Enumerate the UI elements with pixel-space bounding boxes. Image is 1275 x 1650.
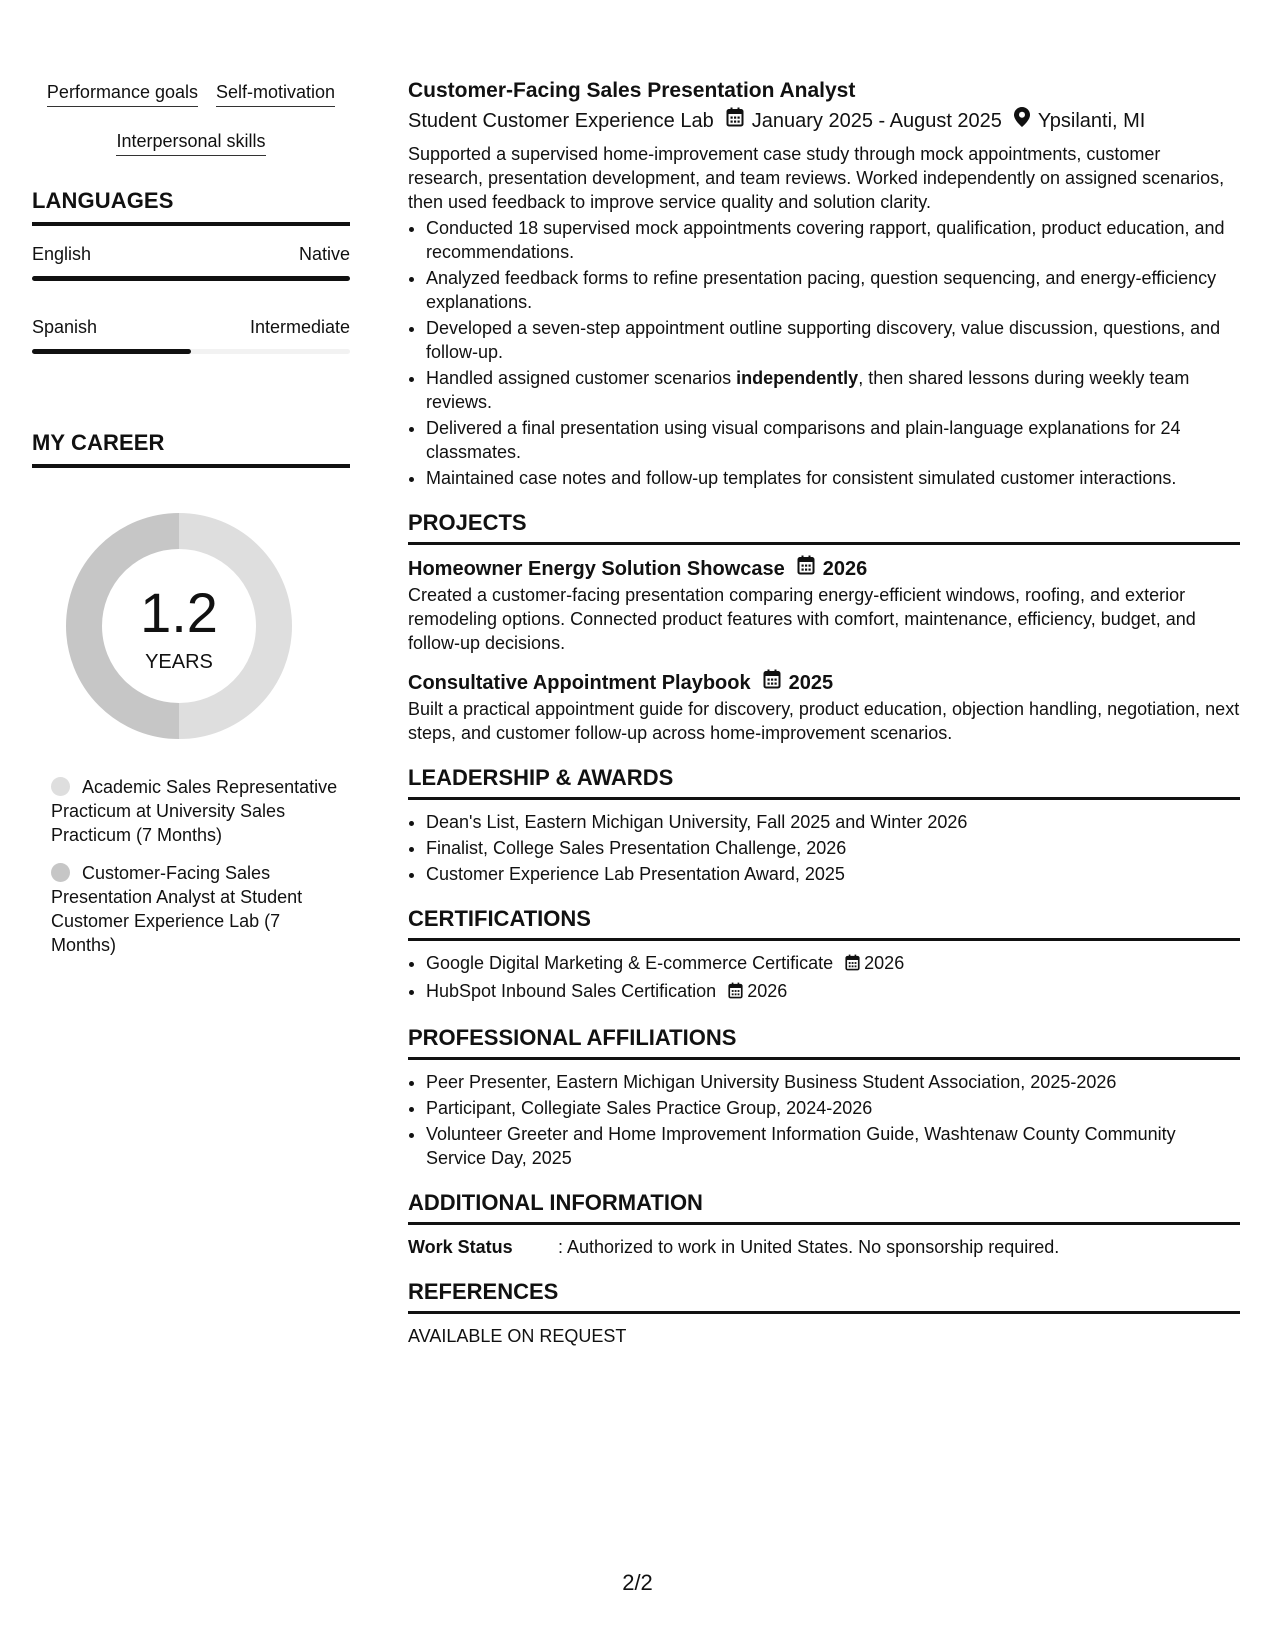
language-level: Native [298, 244, 350, 264]
affiliation-item: • Participant, Collegiate Sales Practice Group, 2024-2026 [426, 1096, 1240, 1120]
language-row [32, 244, 350, 265]
projects-list [408, 555, 1240, 745]
job-bullet: • Developed a seven-step appointment outline supporting discovery, value discussion, questions, and follow-up. [426, 316, 1240, 364]
calendar-icon [763, 669, 781, 697]
career-legend-label: Academic Sales Representative Practicum at University Sales Practicum (7 Months) [51, 777, 338, 845]
languages-heading: LANGUAGES [32, 188, 350, 226]
language-proficiency-bar [32, 276, 350, 281]
calendar-icon [797, 555, 815, 583]
certification-name: Google Digital Marketing & E-commerce Certificate [426, 953, 834, 973]
certifications-list [408, 951, 1240, 1005]
career-legend-label: Customer-Facing Sales Presentation Analyst at Student Customer Experience Lab (7 Months) [51, 863, 303, 955]
career-years-value: 1.2 [140, 581, 218, 644]
language-level: Intermediate [249, 317, 350, 337]
calendar-icon [728, 981, 743, 1005]
language-proficiency-bar [32, 349, 350, 354]
job-bullets [408, 216, 1240, 490]
project-description: Built a practical appointment guide for discovery, product education, objection handling, negotiation, next steps, and customer follow-up across home-improvement scenarios. [408, 699, 1240, 743]
projects-heading: PROJECTS [408, 510, 1240, 545]
job-summary: Supported a supervised home-improvement case study through mock appointments, customer research, presentation development, and team reviews. Worked independently on assigned scenarios, then used feedback to improve service quality and solution clarity. [408, 144, 1225, 212]
affiliation-item: • Volunteer Greeter and Home Improvement Information Guide, Washtenaw County Community Service Day, 2025 [426, 1122, 1240, 1170]
left-column [32, 78, 350, 971]
career-heading: MY CAREER [32, 430, 350, 468]
bullet-text: , then shared lessons during weekly team reviews. [426, 368, 1190, 412]
project-title-row [408, 669, 1240, 697]
calendar-icon [726, 106, 744, 136]
career-years-label: YEARS [145, 651, 213, 673]
language-name: English [32, 244, 92, 264]
skill-tag: Performance goals [47, 78, 198, 107]
certification-year: 2026 [747, 981, 788, 1001]
skills-list [32, 78, 350, 156]
certification-item [426, 951, 1240, 977]
right-column [408, 76, 1240, 1348]
job-bullet: • Maintained case notes and follow-up templates for consistent simulated customer interactions. [426, 466, 1240, 490]
career-donut-chart [66, 513, 292, 739]
bullet-bold: independently [736, 368, 859, 388]
project-title: Consultative Appointment Playbook [408, 672, 751, 694]
leadership-item: • Finalist, College Sales Presentation Challenge, 2026 [426, 836, 1240, 860]
language-row [32, 317, 350, 338]
language-proficiency-fill [32, 276, 350, 281]
skill-tag: Interpersonal skills [116, 127, 265, 156]
job-title: Customer-Facing Sales Presentation Analyst [408, 79, 856, 102]
certification-item [426, 979, 1240, 1005]
references-text: AVAILABLE ON REQUEST [408, 1326, 627, 1346]
project-item [408, 669, 1240, 745]
affiliations-heading: PROFESSIONAL AFFILIATIONS [408, 1025, 1240, 1060]
language-name: Spanish [32, 317, 98, 337]
career-legend-item [51, 861, 350, 957]
job-bullet: • Conducted 18 supervised mock appointments covering rapport, qualification, product education, and recommendations. [426, 216, 1240, 264]
job-bullet: • Delivered a final presentation using visual comparisons and plain-language explanations for 24 classmates. [426, 416, 1240, 464]
project-description: Created a customer-facing presentation comparing energy-efficient windows, roofing, and exterior remodeling options. Connected product features with comfort, maintenance, efficiency, budget, and follow-up decisions. [408, 585, 1196, 653]
career-legend [32, 775, 350, 957]
work-status-row [408, 1235, 1240, 1259]
additional-info-heading: ADDITIONAL INFORMATION [408, 1190, 1240, 1225]
certification-name: HubSpot Inbound Sales Certification [426, 981, 717, 1001]
skill-row [32, 78, 350, 107]
work-status-value: : Authorized to work in United States. No sponsorship required. [558, 1237, 1060, 1257]
job-location: Ypsilanti, MI [1037, 110, 1146, 132]
certification-year: 2026 [864, 953, 905, 973]
leadership-item: • Dean's List, Eastern Michigan University, Fall 2025 and Winter 2026 [426, 810, 1240, 834]
location-pin-icon [1014, 106, 1030, 136]
company-name: Student Customer Experience Lab [408, 110, 714, 132]
leadership-heading: LEADERSHIP & AWARDS [408, 765, 1240, 800]
affiliations-list [408, 1070, 1240, 1170]
calendar-icon [845, 953, 860, 977]
project-title-row [408, 555, 1240, 583]
leadership-item: • Customer Experience Lab Presentation Award, 2025 [426, 862, 1240, 886]
career-legend-item [51, 775, 350, 847]
job-bullet: • Analyzed feedback forms to refine presentation pacing, question sequencing, and energy-efficiency explanations. [426, 266, 1240, 314]
certifications-heading: CERTIFICATIONS [408, 906, 1240, 941]
project-year: 2025 [788, 672, 834, 694]
project-title: Homeowner Energy Solution Showcase [408, 558, 785, 580]
job-bullet [426, 366, 1240, 414]
legend-dot [51, 863, 70, 882]
legend-dot [51, 777, 70, 796]
language-proficiency-fill [32, 349, 191, 354]
skill-tag: Self-motivation [216, 78, 335, 107]
affiliation-item: • Peer Presenter, Eastern Michigan University Business Student Association, 2025-2026 [426, 1070, 1240, 1094]
bullet-text: Handled assigned customer scenarios [426, 368, 737, 388]
languages-list [32, 244, 350, 354]
project-year: 2026 [822, 558, 868, 580]
skill-row [32, 127, 350, 156]
project-item [408, 555, 1240, 655]
leadership-list [408, 810, 1240, 886]
references-heading: REFERENCES [408, 1279, 1240, 1314]
page-number: 2/2 [622, 1570, 653, 1595]
job-dates: January 2025 - August 2025 [751, 110, 1002, 132]
job-meta [408, 106, 1240, 136]
work-status-label: Work Status [408, 1237, 513, 1257]
